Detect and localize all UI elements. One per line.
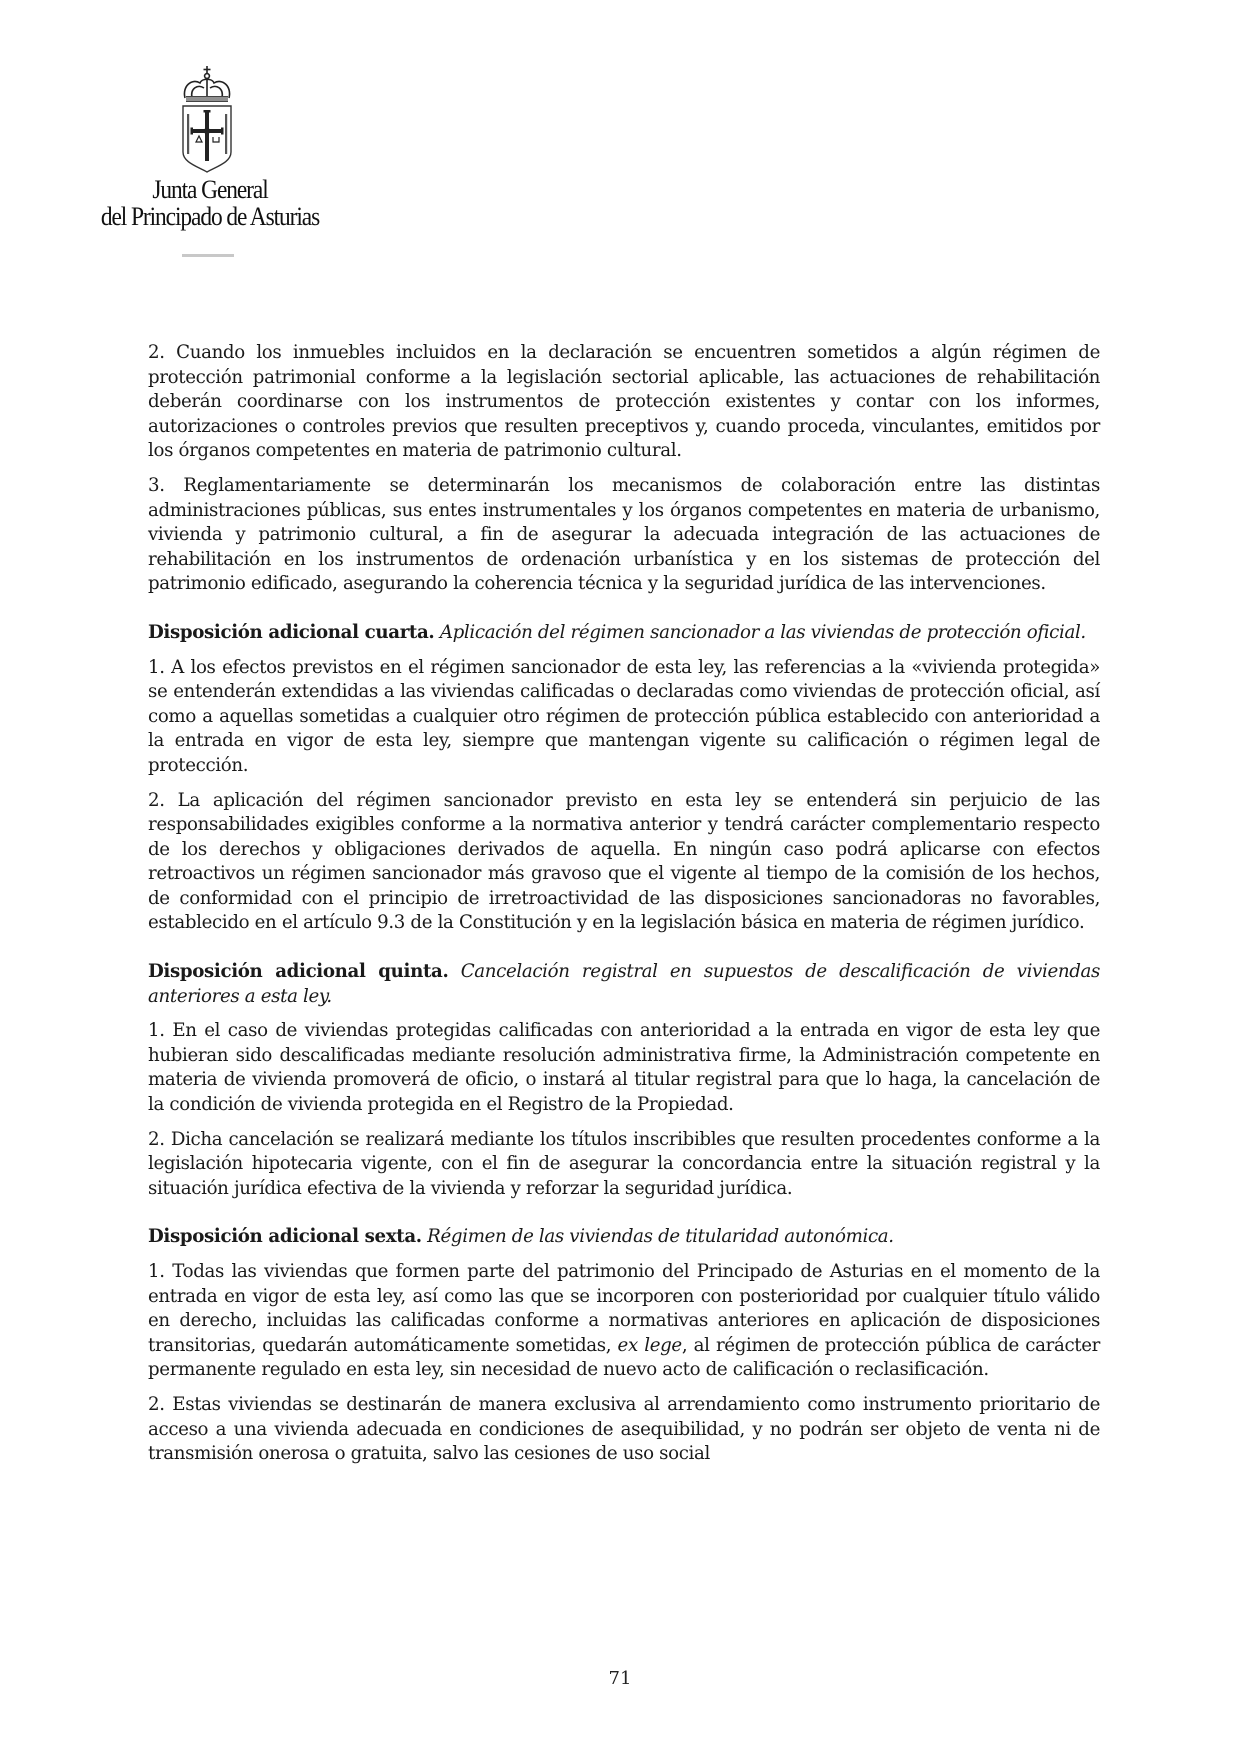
- section-heading-label: Disposición adicional quinta.: [148, 961, 449, 983]
- section-heading-title: Cancelación registral en supuestos de descalificación de viviendas anteriores a esta ley.: [148, 961, 1100, 1007]
- institution-logo: [80, 62, 340, 262]
- header-divider: [182, 254, 234, 257]
- section-heading-disposicion-cuarta: [148, 621, 1100, 646]
- latin-term: ex lege: [617, 1334, 682, 1356]
- paragraph: 3. Reglamentariamente se determinarán los mecanismos de colaboración entre las distintas administraciones públicas, sus entes instrumentales y los órganos competentes en materia de urbanismo, vivienda y patrimonio cultural, a fin de asegurar la adecuada integración de las actuaciones de rehabilitación en los instrumentos de ordenación urbanística y en los sistemas de protección del patrimonio edificado, asegurando la coherencia técnica y la seguridad jurídica de las intervenciones.: [148, 474, 1100, 595]
- institution-name: [93, 176, 327, 230]
- paragraph-text: 1. Todas las viviendas que formen parte del patrimonio del Principado de Asturias en el momento de la entrada en vigor de esta ley, así como las que se incorporen con posterioridad por cualquier título válido en derecho, incluidas las calificadas conforme a normativas anteriores en aplicación de disposiciones transitorias, quedarán automáticamente sometidas,: [148, 1261, 1100, 1356]
- asturias-coat-of-arms-icon: [180, 66, 234, 174]
- section-heading-disposicion-sexta: [148, 1225, 1100, 1250]
- paragraph: 2. Estas viviendas se destinarán de manera exclusiva al arrendamiento como instrumento prioritario de acceso a una vivienda adecuada en condiciones de asequibilidad, y no podrán ser objeto de venta ni de transmisión onerosa o gratuita, salvo las cesiones de uso social: [148, 1393, 1100, 1465]
- section-heading-label: Disposición adicional sexta.: [148, 1226, 422, 1248]
- paragraph: 1. En el caso de viviendas protegidas calificadas con anterioridad a la entrada en vigor de esta ley que hubieran sido descalificadas mediante resolución administrativa firme, la Administración competente en materia de vivienda promoverá de oficio, o instará al titular registral para que lo haga, la cancelación de la condición de vivienda protegida en el Registro de la Propiedad.: [148, 1020, 1100, 1116]
- paragraph: 2. La aplicación del régimen sancionador previsto en esta ley se entenderá sin perjuicio de las responsabilidades exigibles conforme a la normativa anterior y tendrá carácter complementario respecto de los derechos y obligaciones derivados de aquella. En ningún caso podrá aplicarse con efectos retroactivos un régimen sancionador más gravoso que el vigente al tiempo de la comisión de los hechos, de conformidad con el principio de irretroactividad de las disposiciones sancionadoras no favorables, establecido en el artículo 9.3 de la Constitución y en la legislación básica en materia de régimen jurídico.: [148, 789, 1100, 934]
- section-heading-title: Aplicación del régimen sancionador a las viviendas de protección oficial.: [439, 621, 1086, 643]
- paragraph: 2. Dicha cancelación se realizará mediante los títulos inscribibles que resulten procedentes conforme a la legislación hipotecaria vigente, con el fin de asegurar la concordancia entre la situación registral y la situación jurídica efectiva de la vivienda y reforzar la seguridad jurídica.: [148, 1128, 1100, 1199]
- document-body: [148, 341, 1100, 1477]
- paragraph: [148, 1260, 1100, 1383]
- institution-name-line2: del Principado de Asturias: [100, 202, 320, 231]
- paragraph: 2. Cuando los inmuebles incluidos en la declaración se encuentren sometidos a algún régimen de protección patrimonial conforme a la legislación sectorial aplicable, las actuaciones de rehabilitación deberán coordinarse con los instrumentos de protección existentes y contar con los informes, autorizaciones o controles previos que resulten preceptivos y, cuando proceda, vinculantes, emitidos por los órganos competentes en materia de patrimonio cultural.: [148, 342, 1100, 462]
- paragraph-text: , al régimen de protección pública de carácter permanente regulado en esta ley, sin necesidad de nuevo acto de calificación o reclasificación.: [148, 1334, 1101, 1381]
- page-number: 71: [608, 1668, 632, 1689]
- institution-name-line1: Junta General: [152, 175, 268, 204]
- section-heading-disposicion-quinta: [148, 960, 1100, 1009]
- section-heading-label: Disposición adicional cuarta.: [148, 621, 435, 643]
- section-heading-title: Régimen de las viviendas de titularidad autonómica.: [427, 1226, 894, 1248]
- paragraph: 1. A los efectos previstos en el régimen sancionador de esta ley, las referencias a la «vivienda protegida» se entenderán extendidas a las viviendas calificadas o declaradas como viviendas de protección oficial, así como a aquellas sometidas a cualquier otro régimen de protección pública establecido con anterioridad a la entrada en vigor de esta ley, siempre que mantengan vigente su calificación o régimen legal de protección.: [148, 656, 1100, 776]
